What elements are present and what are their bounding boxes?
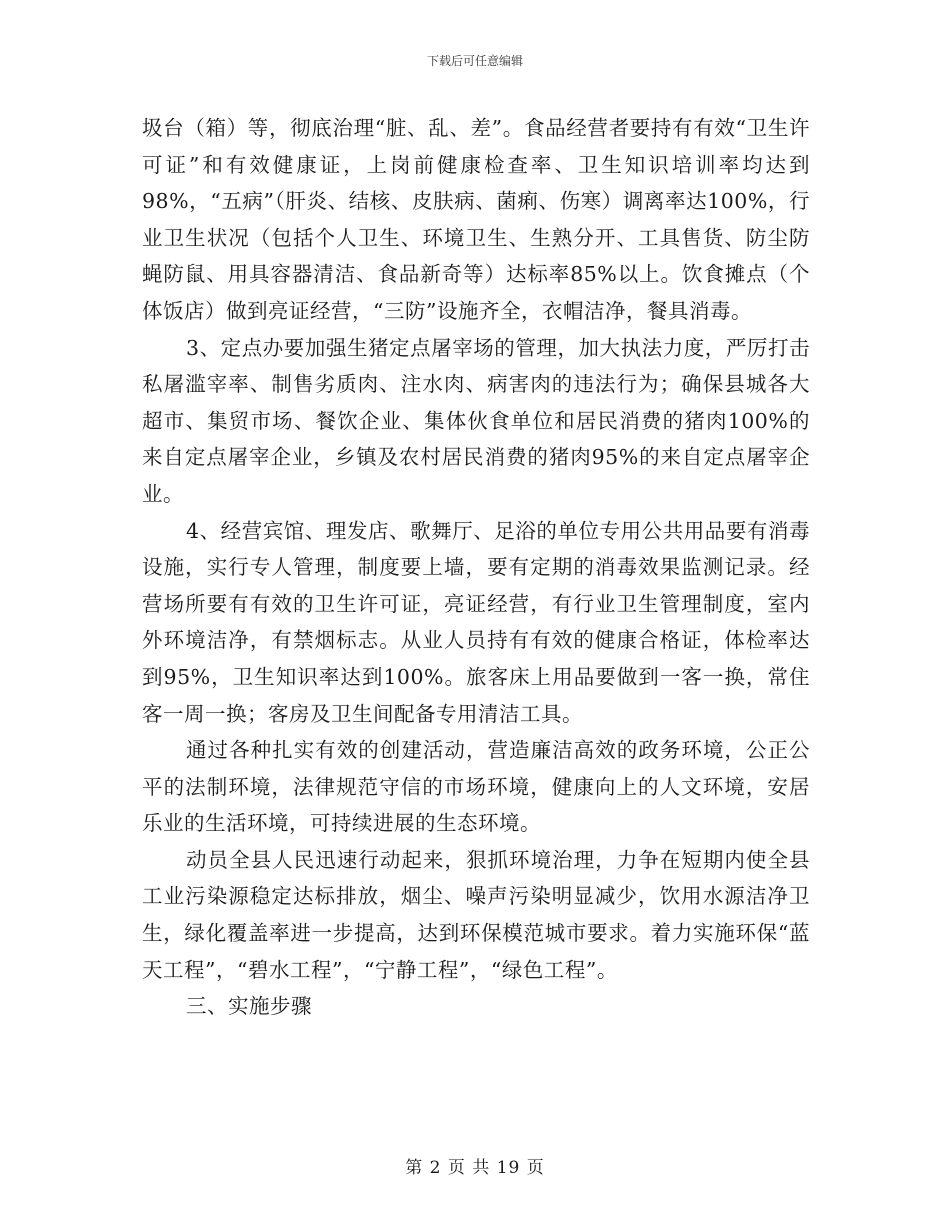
paragraph-public-venues: 4、经营宾馆、理发店、歌舞厅、足浴的单位专用公共用品要有消毒设施，实行专人管理，制度要上墙，要有定期的消毒效果监测记录。经营场所要有有效的卫生许可证，亮证经营，有行业卫生管理制度，室内外环境洁净，有禁烟标志。从业人员持有有效的健康合格证，体检率达到95%，卫生知识率达到100%。旅客床上用品要做到一客一换，常住客一周一换；客房及卫生间配备专用清洁工具。 bbox=[142, 518, 810, 726]
paragraph-slaughterhouse-management: 3、定点办要加强生猪定点屠宰场的管理，加大执法力度，严厉打击私屠滥宰率、制售劣质肉、注水肉、病害肉的违法行为；确保县城各大超市、集贸市场、餐饮企业、集体伙食单位和居民消费的猪肉100%的来自定点屠宰企业，乡镇及农村居民消费的猪肉95%的来自定点屠宰企业。 bbox=[142, 335, 810, 506]
document-body bbox=[142, 110, 810, 1025]
section-heading-implementation-steps: 三、实施步骤 bbox=[186, 994, 312, 1019]
paragraph-mobilization: 动员全县人民迅速行动起来，狠抓环境治理，力争在短期内使全县工业污染源稳定达标排放，烟尘、噪声污染明显减少，饮用水源洁净卫生，绿化覆盖率进一步提高，达到环保模范城市要求。着力实施环保“蓝天工程”，“碧水工程”，“宁静工程”，“绿色工程”。 bbox=[142, 847, 810, 982]
paragraph-environment-goals: 通过各种扎实有效的创建活动，营造廉洁高效的政务环境，公正公平的法制环境，法律规范守信的市场环境，健康向上的人文环境，安居乐业的生活环境，可持续进展的生态环境。 bbox=[142, 738, 810, 836]
page-number-footer: 第 2 页 共 19 页 bbox=[405, 1158, 545, 1178]
page-header: 下载后可任意编辑 bbox=[426, 54, 523, 68]
paragraph-hygiene-standards: 圾台（箱）等，彻底治理“脏、乱、差”。食品经营者要持有有效“卫生许可证”和有效健康证，上岗前健康检查率、卫生知识培训率均达到98%，“五病”（肝炎、结核、皮肤病、菌痢、伤寒）调离率达100%，行业卫生状况（包括个人卫生、环境卫生、生熟分开、工具售货、防尘防蝇防鼠、用具容器清洁、食品新奇等）达标率85%以上。饮食摊点（个体饭店）做到亮证经营，“三防”设施齐全，衣帽洁净，餐具消毒。 bbox=[142, 116, 810, 323]
